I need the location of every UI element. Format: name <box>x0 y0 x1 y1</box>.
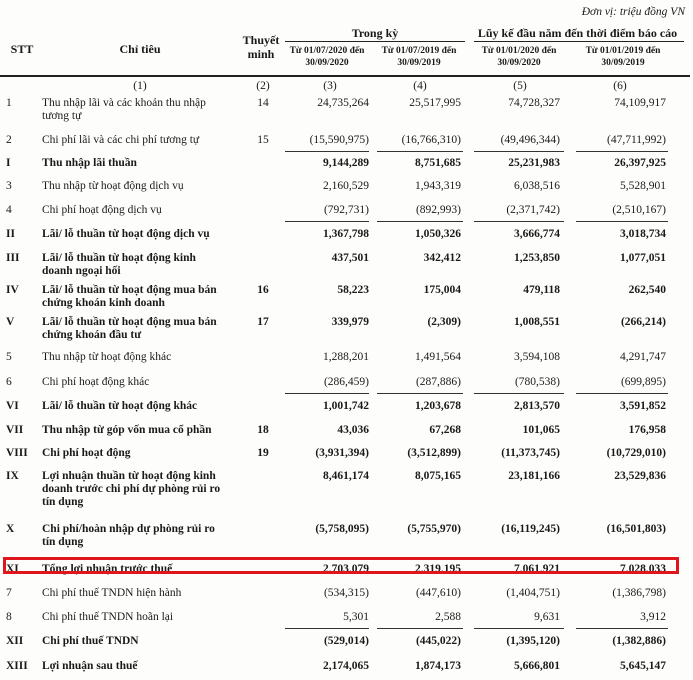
row-stt: 5 <box>6 351 12 363</box>
row-value-q3-2019: 342,412 <box>423 252 461 264</box>
row-value-q3-2019: 175,004 <box>423 284 461 296</box>
period-col-6: Từ 01/01/2019 đến 30/09/2019 <box>585 46 661 68</box>
row-value-q3-2020: 5,301 <box>343 611 369 623</box>
row-stt: 6 <box>6 376 12 388</box>
row-stt: X <box>6 523 15 535</box>
row-value-q3-2020: 1,288,201 <box>323 351 369 363</box>
row-stt: IX <box>6 470 19 482</box>
row-value-ytd-2019: (266,214) <box>620 316 666 328</box>
row-label: Lãi/ lỗ thuần từ hoạt động mua bán chứng khoán kinh doanh <box>42 284 217 309</box>
row-value-ytd-2019: 3,912 <box>640 611 666 623</box>
row-value-ytd-2019: 5,528,901 <box>620 180 666 192</box>
row-value-ytd-2020: 74,728,327 <box>508 97 560 109</box>
unit-note: Đơn vị: triệu đồng VN <box>581 6 685 18</box>
row-value-ytd-2020: (11,373,745) <box>501 447 560 459</box>
row-stt: VIII <box>6 447 28 459</box>
row-label: Thu nhập từ hoạt động dịch vụ <box>42 180 184 192</box>
subtotal-rule <box>285 393 369 394</box>
row-label: Chi phí thuế TNDN hoãn lại <box>42 611 174 623</box>
row-value-q3-2019: (892,993) <box>415 204 461 216</box>
row-label: Thu nhập lãi thuần <box>42 157 137 169</box>
row-value-q3-2020: 58,223 <box>337 284 369 296</box>
row-value-ytd-2020: (780,538) <box>514 376 560 388</box>
row-value-ytd-2019: 5,645,147 <box>620 660 666 672</box>
row-value-q3-2020: 8,461,174 <box>323 470 369 482</box>
row-stt: V <box>6 316 15 328</box>
row-stt: VII <box>6 424 24 436</box>
subtotal-rule <box>474 221 564 222</box>
subtotal-rule <box>377 393 463 394</box>
row-stt: IV <box>6 284 19 296</box>
row-value-q3-2020: 437,501 <box>331 252 369 264</box>
row-stt: 8 <box>6 611 12 623</box>
row-stt: XII <box>6 635 24 647</box>
row-value-ytd-2020: 5,666,801 <box>514 660 560 672</box>
row-value-ytd-2019: (16,501,803) <box>606 523 666 535</box>
subtotal-rule <box>474 393 564 394</box>
row-value-q3-2020: (5,758,095) <box>315 523 369 535</box>
row-label: Lãi/ lỗ thuần từ hoạt động mua bán chứng khoán đầu tư <box>42 316 217 341</box>
subtotal-rule <box>576 151 668 152</box>
row-value-q3-2019: 1,491,564 <box>415 351 461 363</box>
row-note: 15 <box>257 134 269 146</box>
row-stt: III <box>6 252 20 264</box>
row-stt: 1 <box>6 97 12 109</box>
row-value-ytd-2020: (16,119,245) <box>501 523 560 535</box>
row-value-ytd-2020: 479,118 <box>523 284 560 296</box>
row-value-q3-2019: 1,943,319 <box>415 180 461 192</box>
col-number-6: (6) <box>613 80 627 92</box>
row-stt: II <box>6 228 15 240</box>
row-stt: VI <box>6 400 19 412</box>
subtotal-rule <box>576 393 668 394</box>
row-label: Chi phí lãi và các chi phí tương tự <box>42 134 200 146</box>
row-value-ytd-2019: (47,711,992) <box>607 134 666 146</box>
row-value-ytd-2019: 1,077,051 <box>620 252 666 264</box>
row-label: Lãi/ lỗ thuần từ hoạt động dịch vụ <box>42 228 210 240</box>
row-value-ytd-2019: (699,895) <box>620 376 666 388</box>
row-note: 16 <box>257 284 269 296</box>
row-value-ytd-2019: 23,529,836 <box>614 470 666 482</box>
subtotal-rule <box>474 151 564 152</box>
row-value-q3-2019: (445,022) <box>415 635 461 647</box>
subtotal-rule <box>285 151 369 152</box>
header-thuyet-minh: Thuyết minh <box>242 33 280 61</box>
row-value-q3-2019: 67,268 <box>429 424 461 436</box>
row-value-q3-2020: (286,459) <box>323 376 369 388</box>
row-note: 17 <box>257 316 269 328</box>
row-value-q3-2019: (447,610) <box>415 587 461 599</box>
header-trong-ky: Trong kỳ <box>351 26 399 40</box>
row-value-ytd-2020: (2,371,742) <box>506 204 560 216</box>
row-value-ytd-2020: 23,181,166 <box>508 470 560 482</box>
row-value-q3-2020: (534,315) <box>323 587 369 599</box>
row-value-ytd-2019: 262,540 <box>628 284 666 296</box>
row-value-q3-2019: 2,319,195 <box>415 563 461 575</box>
row-value-q3-2019: 1,874,173 <box>415 660 461 672</box>
row-stt: I <box>6 157 11 169</box>
row-value-q3-2019: 2,588 <box>435 611 461 623</box>
row-value-ytd-2020: (1,395,120) <box>506 635 560 647</box>
row-value-q3-2020: 24,735,264 <box>317 97 369 109</box>
row-value-q3-2019: (5,755,970) <box>407 523 461 535</box>
row-value-q3-2020: (792,731) <box>323 204 369 216</box>
subtotal-rule <box>576 628 668 629</box>
row-stt: XI <box>6 563 19 575</box>
row-value-ytd-2019: (10,729,010) <box>606 447 666 459</box>
row-value-ytd-2020: 7,061,921 <box>514 563 560 575</box>
period-col-3: Từ 01/07/2020 đến 30/09/2020 <box>289 46 365 68</box>
row-note: 18 <box>257 424 269 436</box>
row-stt: 2 <box>6 134 12 146</box>
row-value-ytd-2019: 26,397,925 <box>614 157 666 169</box>
row-label: Thu nhập lãi và các khoản thu nhập tương tự <box>42 97 206 122</box>
row-value-q3-2020: 2,160,529 <box>323 180 369 192</box>
row-value-q3-2020: 43,036 <box>337 424 369 436</box>
row-stt: 7 <box>6 587 12 599</box>
subtotal-rule <box>576 221 668 222</box>
row-stt: 3 <box>6 180 12 192</box>
row-value-ytd-2020: 2,813,570 <box>514 400 560 412</box>
subtotal-rule <box>474 628 564 629</box>
subtotal-rule <box>377 221 463 222</box>
row-value-ytd-2020: (1,404,751) <box>506 587 560 599</box>
row-label: Thu nhập từ góp vốn mua cổ phần <box>42 424 212 436</box>
row-note: 14 <box>257 97 269 109</box>
row-value-ytd-2019: 7,028,033 <box>620 563 666 575</box>
header-chi-tieu: Chỉ tiêu <box>119 42 161 56</box>
row-value-q3-2019: 25,517,995 <box>409 97 461 109</box>
col-number-1: (1) <box>133 80 147 92</box>
header-luy-ke: Lũy kế đầu năm đến thời điểm báo cáo <box>477 26 678 40</box>
row-value-ytd-2019: 4,291,747 <box>620 351 666 363</box>
row-value-q3-2019: 8,751,685 <box>415 157 461 169</box>
row-label: Chi phí/hoàn nhập dự phòng rủi ro tín dụng <box>42 523 215 548</box>
period-col-4: Từ 01/07/2019 đến 30/09/2019 <box>381 46 457 68</box>
row-label: Chi phí thuế TNDN <box>42 635 139 647</box>
row-label: Tổng lợi nhuận trước thuế <box>42 563 173 575</box>
row-value-q3-2019: (287,886) <box>415 376 461 388</box>
row-value-q3-2019: 1,203,678 <box>415 400 461 412</box>
period-col-5: Từ 01/01/2020 đến 30/09/2020 <box>481 46 557 68</box>
row-value-q3-2020: (3,931,394) <box>315 447 369 459</box>
row-value-q3-2020: 1,001,742 <box>323 400 369 412</box>
row-value-ytd-2020: (49,496,344) <box>500 134 560 146</box>
header-rule-top <box>285 41 465 42</box>
row-value-q3-2019: 8,075,165 <box>415 470 461 482</box>
highlight-box <box>3 557 679 574</box>
row-label: Chi phí hoạt động <box>42 447 131 459</box>
row-value-q3-2020: (529,014) <box>323 635 369 647</box>
row-value-q3-2019: 1,050,326 <box>415 228 461 240</box>
row-value-ytd-2019: 176,958 <box>628 424 666 436</box>
header-stt: STT <box>10 42 34 56</box>
col-number-4: (4) <box>413 80 427 92</box>
row-value-q3-2020: 2,703,079 <box>323 563 369 575</box>
row-value-q3-2019: (16,766,310) <box>401 134 461 146</box>
header-rule-bottom <box>0 75 690 77</box>
row-value-ytd-2020: 1,008,551 <box>514 316 560 328</box>
col-number-3: (3) <box>323 80 337 92</box>
row-value-ytd-2020: 25,231,983 <box>508 157 560 169</box>
row-value-q3-2020: 2,174,065 <box>323 660 369 672</box>
subtotal-rule <box>377 151 463 152</box>
row-value-ytd-2019: 74,109,917 <box>614 97 666 109</box>
row-stt: XIII <box>6 660 28 672</box>
row-label: Lợi nhuận thuần từ hoạt động kinh doanh trước chi phí dự phòng rủi ro tín dụng <box>42 470 221 508</box>
row-value-ytd-2020: 3,666,774 <box>514 228 560 240</box>
col-number-2: (2) <box>256 80 270 92</box>
row-label: Lãi/ lỗ thuần từ hoạt động khác <box>42 400 198 412</box>
row-label: Chi phí hoạt động dịch vụ <box>42 204 162 216</box>
row-value-ytd-2019: 3,018,734 <box>620 228 666 240</box>
row-value-ytd-2019: (1,386,798) <box>612 587 666 599</box>
row-value-ytd-2020: 3,594,108 <box>514 351 560 363</box>
row-label: Lợi nhuận sau thuế <box>42 660 138 672</box>
row-value-ytd-2019: (2,510,167) <box>612 204 666 216</box>
row-note: 19 <box>257 447 269 459</box>
row-value-q3-2020: 9,144,289 <box>323 157 369 169</box>
header-rule-top-2 <box>474 41 684 42</box>
row-value-ytd-2019: (1,382,886) <box>612 635 666 647</box>
row-stt: 4 <box>6 204 12 216</box>
subtotal-rule <box>285 628 369 629</box>
row-value-ytd-2020: 6,038,516 <box>514 180 560 192</box>
row-value-q3-2020: (15,590,975) <box>309 134 369 146</box>
row-label: Lãi/ lỗ thuần từ hoạt động kinh doanh ngoại hối <box>42 252 196 277</box>
row-value-q3-2020: 339,979 <box>331 316 369 328</box>
row-label: Chi phí thuế TNDN hiện hành <box>42 587 182 599</box>
row-value-ytd-2020: 101,065 <box>522 424 560 436</box>
row-label: Thu nhập từ hoạt động khác <box>42 351 172 363</box>
row-value-ytd-2019: 3,591,852 <box>620 400 666 412</box>
row-value-ytd-2020: 1,253,850 <box>514 252 560 264</box>
subtotal-rule <box>377 628 463 629</box>
subtotal-rule <box>285 221 369 222</box>
row-value-q3-2019: (2,309) <box>427 316 461 328</box>
col-number-5: (5) <box>513 80 527 92</box>
row-value-ytd-2020: 9,631 <box>534 611 560 623</box>
row-value-q3-2020: 1,367,798 <box>323 228 369 240</box>
row-value-q3-2019: (3,512,899) <box>407 447 461 459</box>
row-label: Chi phí hoạt động khác <box>42 376 150 388</box>
